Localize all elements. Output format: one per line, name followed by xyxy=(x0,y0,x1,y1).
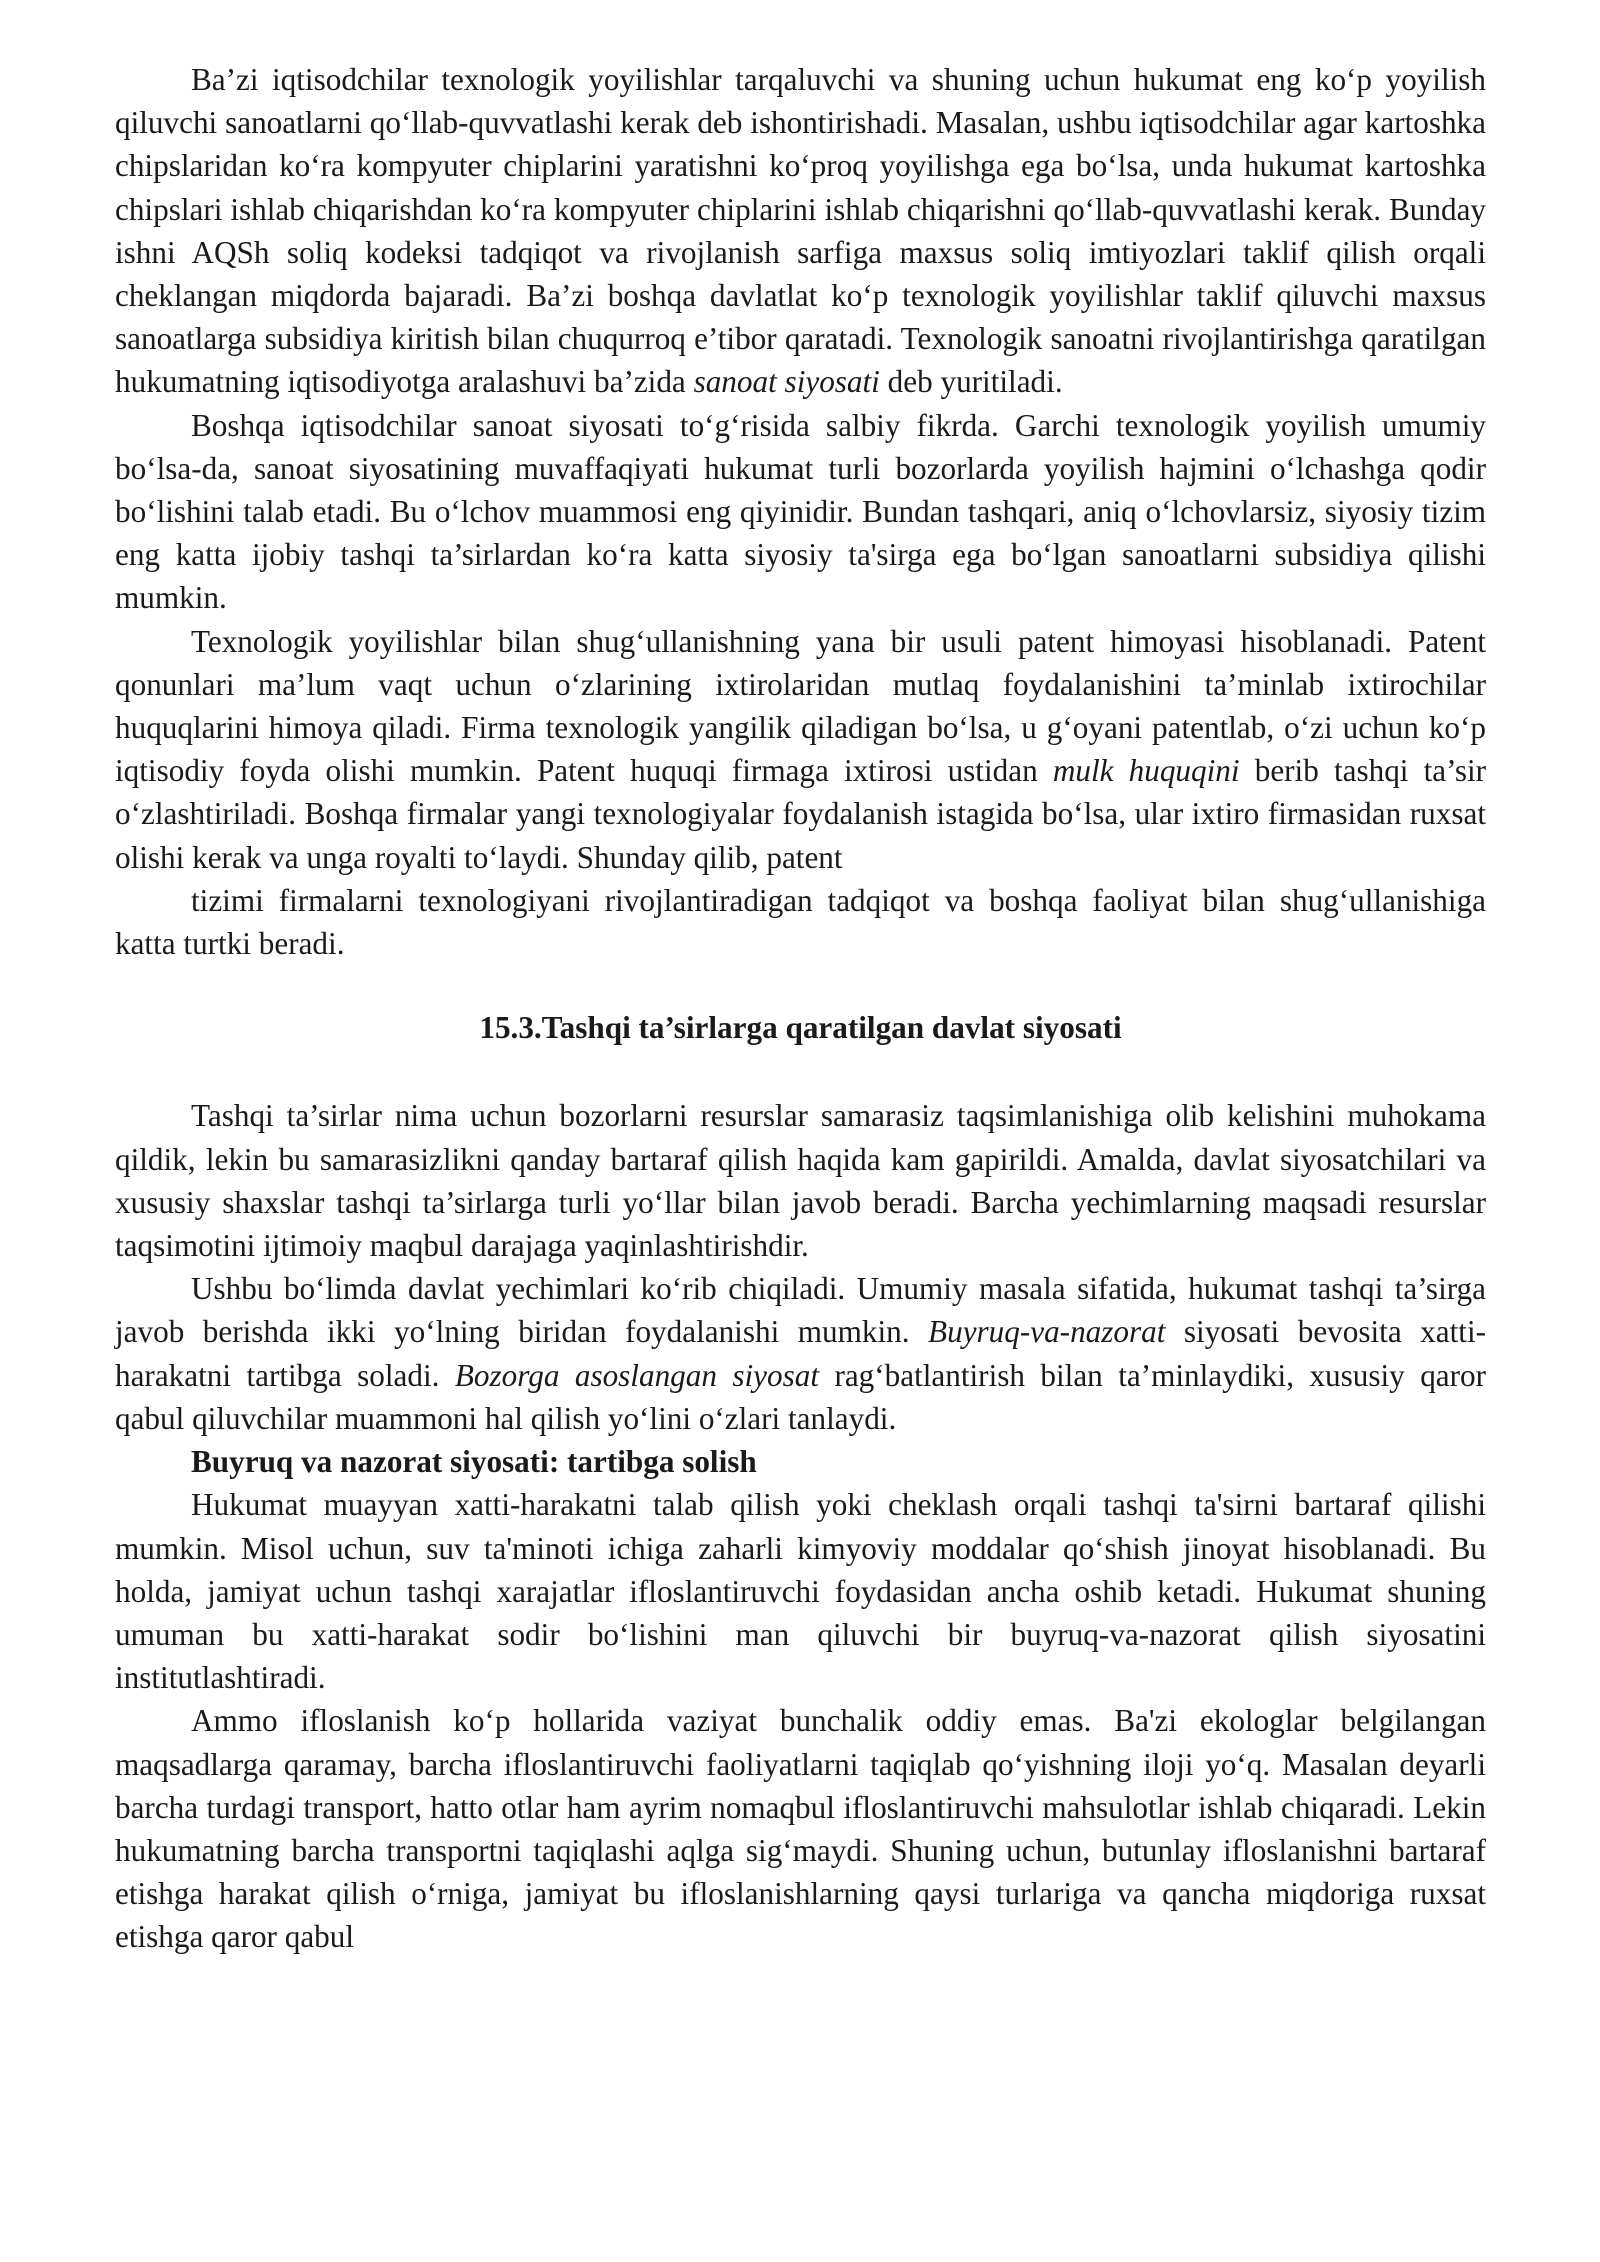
term-buyruq-va-nazorat: Buyruq-va-nazorat xyxy=(928,1314,1166,1350)
paragraph-3-text-a: Texnologik yoyilishlar bilan shug‘ullanishning yana bir usuli patent himoyasi hisoblanadi. Patent qonunlari ma’lum vaqt uchun o‘zlarining ixtirolaridan mutlaq foydalanishini ta’minlab ixtirochilar huquqlarini himoya qiladi. Firma texnologik yangilik qiladigan bo‘lsa, u g‘oyani patentlab, o‘zi uchun ko‘p iqtisodiy foyda olishi mumkin. Patent huquqi firmaga ixtirosi ustidan xyxy=(115,623,1486,789)
section-heading: 15.3.Tashqi ta’sirlarga qaratilgan davlat siyosati xyxy=(479,1010,1122,1046)
paragraph-5: Tashqi ta’sirlar nima uchun bozorlarni resurslar samarasiz taqsimlanishiga olib kelishini muhokama qildik, lekin bu samarasizlikni qanday bartaraf qilish haqida kam gapirildi. Amalda, davlat siyosatchilari va xususiy shaxslar tashqi ta’sirlarga turli yo‘llar bilan javob beradi. Barcha yechimlarning maqsadi resurslar taqsimotini ijtimoiy maqbul darajaga yaqinlashtirishdir. xyxy=(115,1098,1486,1264)
paragraph-2: Boshqa iqtisodchilar sanoat siyosati to‘g‘risida salbiy fikrda. Garchi texnologik yoyilish umumiy bo‘lsa-da, sanoat siyosatining muvaffaqiyati hukumat turli bozorlarda yoyilish hajmini o‘lchashga qodir bo‘lishini talab etadi. Bu o‘lchov muammosi eng qiyinidir. Bundan tashqari, aniq o‘lchovlarsiz, siyosiy tizim eng katta ijobiy tashqi ta’sirlardan ko‘ra katta siyosiy ta'sirga ega bo‘lgan sanoatlarni subsidiya qilishi mumkin. xyxy=(115,407,1486,616)
subsection-heading: Buyruq va nazorat siyosati: tartibga solish xyxy=(191,1444,757,1480)
paragraph-6-text-b: siyosati bevosita xatti-harakatni tartibga soladi. xyxy=(115,1314,1486,1393)
paragraph-3-text-b: berib tashqi ta’sir o‘zlashtiriladi. Boshqa firmalar yangi texnologiyalar foydalanish istagida bo‘lsa, ular ixtiro firmasidan ruxsat olishi kerak va unga royalti to‘laydi. Shunday qilib, patent xyxy=(115,753,1487,875)
paragraph-3 xyxy=(115,620,1486,879)
term-bozorga-asoslangan-siyosat: Bozorga asoslangan siyosat xyxy=(454,1357,820,1393)
paragraph-6 xyxy=(115,1267,1486,1440)
paragraph-6-text-c: rag‘batlantirish bilan ta’minlaydiki, xususiy qaror qabul qiluvchilar muammoni hal qilish yo‘lini o‘zlari tanlaydi. xyxy=(115,1357,1486,1436)
paragraph-1-text-b: deb yuritiladi. xyxy=(879,364,1063,400)
paragraph-4: tizimi firmalarni texnologiyani rivojlantiradigan tadqiqot va boshqa faoliyat bilan shug‘ullanishiga katta turtki beradi. xyxy=(115,882,1486,962)
paragraph-1 xyxy=(115,58,1486,404)
paragraph-8: Ammo ifloslanish ko‘p hollarida vaziyat bunchalik oddiy emas. Ba'zi ekologlar belgilangan maqsadlarga qaramay, barcha ifloslantiruvchi faoliyatlarni taqiqlab qo‘yishning iloji yo‘q. Masalan deyarli barcha turdagi transport, hatto otlar ham ayrim nomaqbul ifloslantiruvchi mahsulotlar ishlab chiqaradi. Lekin hukumatning barcha transportni taqiqlashi aqlga sig‘maydi. Shuning uchun, butunlay ifloslanishni bartaraf etishga harakat qilish o‘rniga, jamiyat bu ifloslanishlarning qaysi turlariga va qancha miqdoriga ruxsat etishga qaror qabul xyxy=(115,1703,1486,1955)
term-mulk-huquqini: mulk huquqini xyxy=(1052,753,1240,789)
paragraph-1-text-a: Ba’zi iqtisodchilar texnologik yoyilishlar tarqaluvchi va shuning uchun hukumat eng ko‘p yoyilish qiluvchi sanoatlarni qo‘llab-quvvatlashi kerak deb ishontirishadi. Masalan, ushbu iqtisodchilar agar kartoshka chipslaridan ko‘ra kompyuter chiplarini yaratishni ko‘proq yoyilishga ega bo‘lsa, unda hukumat kartoshka chipslari ishlab chiqarishdan ko‘ra kompyuter chiplarini ishlab chiqarishni qo‘llab-quvvatlashi kerak. Bunday ishni AQSh soliq kodeksi tadqiqot va rivojlanish sarfiga maxsus soliq imtiyozlari taklif qilish orqali cheklangan miqdorda bajaradi. Ba’zi boshqa davlatlat ko‘p texnologik yoyilishlar taklif qiluvchi maxsus sanoatlarga subsidiya kiritish bilan chuqurroq e’tibor qaratadi. Texnologik sanoatni rivojlantirishga qaratilgan hukumatning iqtisodiyotga aralashuvi ba’zida xyxy=(115,62,1486,400)
paragraph-7: Hukumat muayyan xatti-harakatni talab qilish yoki cheklash orqali tashqi ta'sirni bartaraf qilishi mumkin. Misol uchun, suv ta'minoti ichiga zaharli kimyoviy moddalar qo‘shish jinoyat hisoblanadi. Bu holda, jamiyat uchun tashqi xarajatlar ifloslantiruvchi foydasidan ancha oshib ketadi. Hukumat shuning umuman bu xatti-harakat sodir bo‘lishini man qiluvchi bir buyruq-va-nazorat qilish siyosatini institutlashtiradi. xyxy=(115,1487,1486,1696)
term-sanoat-siyosati: sanoat siyosati xyxy=(693,364,880,400)
paragraph-6-text-a: Ushbu bo‘limda davlat yechimlari ko‘rib chiqiladi. Umumiy masala sifatida, hukumat tashqi ta’sirga javob berishda ikki yo‘lning biridan foydalanishi mumkin. xyxy=(115,1271,1486,1350)
